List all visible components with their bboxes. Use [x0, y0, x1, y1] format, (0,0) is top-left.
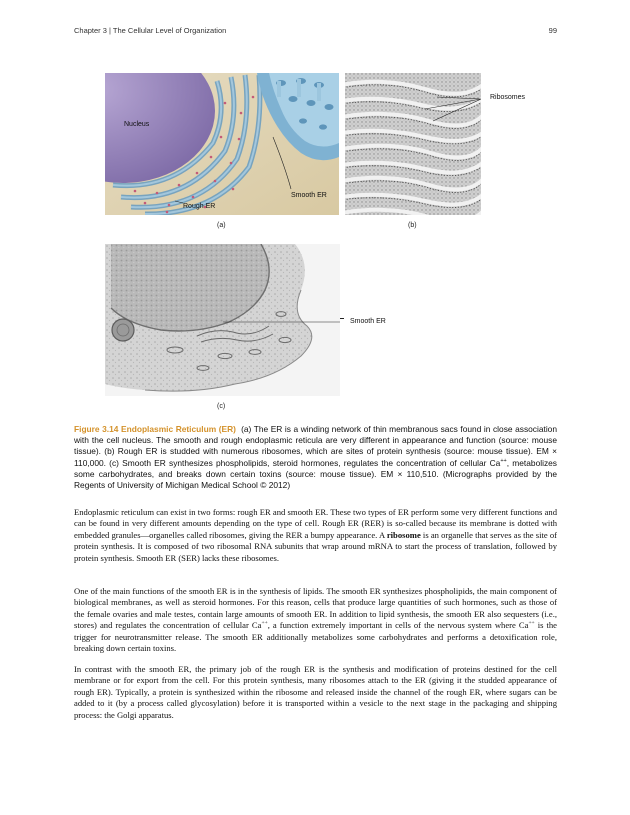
label-rough-er: Rough ER — [183, 203, 216, 210]
callout-line-c — [340, 318, 344, 319]
body-paragraph-2 — [74, 586, 557, 654]
rough-er-micrograph — [345, 73, 481, 215]
figure-panel-a-illustration — [105, 73, 339, 215]
caption-text-2: , metabolizes some carbohydrates, and breaks down certain toxins (source: mouse tissue). EM × 110,510. (Micrographs provided by the Regents of University of Michigan Medical School © 2012) — [74, 457, 557, 491]
figure-label: Figure 3.14 Endoplasmic Reticulum (ER) — [74, 424, 236, 434]
running-header: Chapter 3 | The Cellular Level of Organization — [74, 26, 227, 35]
p2-text-a: One of the main functions of the smooth ER is in the synthesis of lipids. The smooth ER synthesizes phospholipids, the main component of biological membranes, as well as steroid hormones. For this reason, cells that produce large quantities of such hormones, such as those of the female ovaries and male testes, contain large amounts of smooth ER. In addition to lipid synthesis, the smooth ER also sequesters (i.e., stores) and regulates the concentration of cellular Ca — [74, 586, 557, 631]
caption-superscript: ++ — [500, 457, 507, 464]
p2-superscript-2: ++ — [528, 620, 535, 627]
page-number: 99 — [548, 26, 557, 35]
figure-panel-b-micrograph — [345, 73, 481, 215]
label-ribosomes: Ribosomes — [490, 94, 526, 101]
p2-text-c: is the trigger for neurotransmitter release. The smooth ER additionally metabolizes some carbohydrates and performs a detoxification role, breaking down certain toxins. — [74, 620, 557, 654]
body-paragraph-3 — [74, 664, 557, 721]
sublabel-c: (c) — [217, 403, 226, 410]
sublabel-b: (b) — [408, 222, 417, 229]
figure-caption — [74, 424, 557, 491]
p2-text-b: , a function extremely important in cells of the nervous system where Ca — [267, 620, 529, 631]
label-smooth-er-a: Smooth ER — [291, 192, 327, 199]
label-nucleus: Nucleus — [124, 121, 150, 128]
caption-text-1: (a) The ER is a winding network of thin membranous sacs found in close association with the cell nucleus. The smooth and rough endoplasmic reticula are very different in appearance and function (source: mouse tissue). (b) Rough ER is studded with numerous ribosomes, which are sites of protein synthesis (source: mouse tissue). EM × 110,000. (c) Smooth ER synthesizes phospholipids, steroid hormones, regulates the concentration of cellular Ca — [74, 424, 557, 468]
smooth-er-micrograph — [105, 244, 340, 396]
p3-text: In contrast with the smooth ER, the primary job of the rough ER is the synthesis and modification of proteins destined for the cell membrane or for export from the cell. For this protein synthesis, many ribosomes attach to the ER (giving it the studded appearance of rough ER). Typically, a protein is synthesized within the ribosome and released inside the channel of the rough ER, where sugars can be added to it (by a process called glycosylation) before it is transported within a vesicle to the next stage in the packaging and shipping process: the Golgi apparatus. — [74, 664, 557, 720]
label-smooth-er-c: Smooth ER — [350, 318, 386, 325]
body-paragraph-1 — [74, 507, 557, 564]
p1-text-b: is an organelle that serves as the site of protein synthesis. It is composed of two ribosomal RNA subunits that wrap around mRNA to start the process of translation, followed by protein synthesis. Smooth ER (SER) lacks these ribosomes. — [74, 529, 557, 563]
term-ribosome: ribosome — [386, 529, 421, 540]
p1-text-a: Endoplasmic reticulum can exist in two forms: rough ER and smooth ER. These two types of ER perform some very different functions and can be found in very different amounts depending on the type of cell. Rough ER (RER) is so-called because its membrane is dotted with embedded granules—organelles called ribosomes, giving the RER a bumpy appearance. A — [74, 507, 557, 540]
p2-superscript-1: ++ — [261, 620, 268, 627]
figure-panel-c-micrograph — [105, 244, 340, 396]
sublabel-a: (a) — [217, 222, 226, 229]
